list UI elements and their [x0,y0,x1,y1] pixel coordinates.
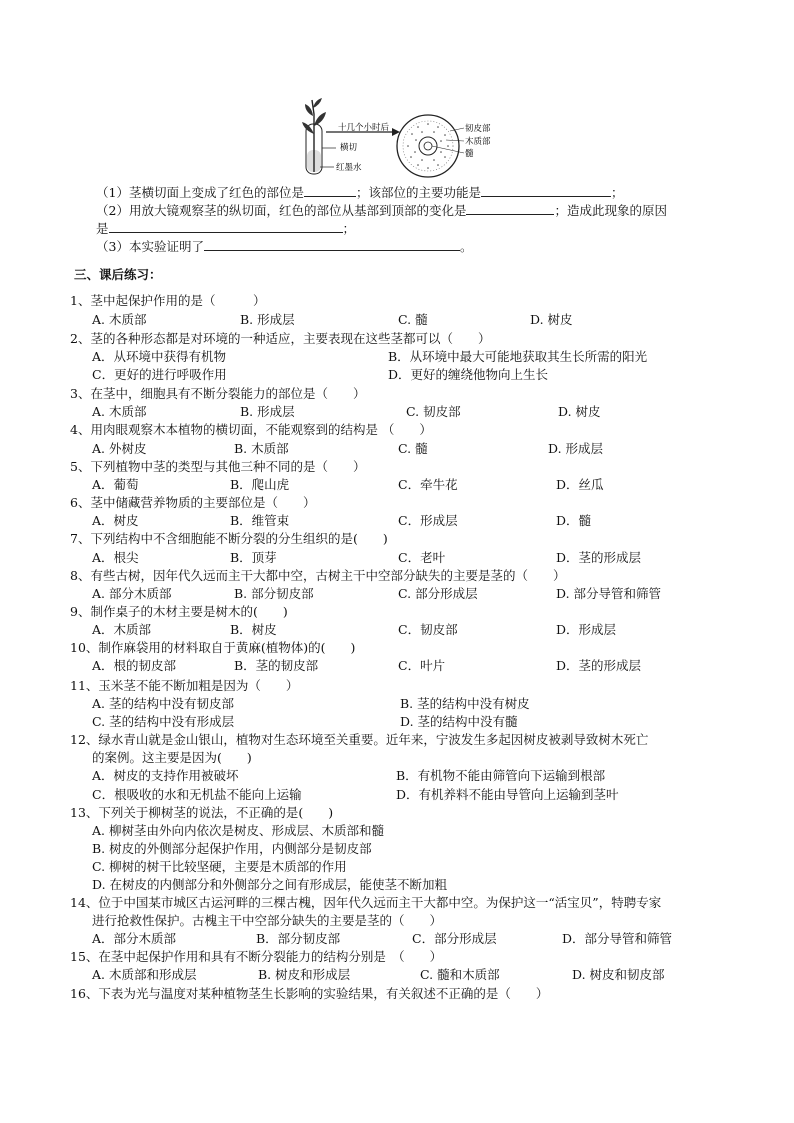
exp-question-3: （3）本实验证明了 。 [96,239,473,254]
question-stem-cont: 进行抢救性保护。古槐主干中空部分缺失的主要是茎的（ ） [92,913,443,928]
option-a[interactable]: A. 茎的结构中没有韧皮部 [92,696,234,711]
exp-question-2-cont: 是 ； [96,221,356,236]
answer-blank[interactable] [204,238,460,251]
option-c[interactable]: C. 茎的结构中没有形成层 [92,714,235,729]
option-c[interactable]: C．部分形成层 [412,931,497,946]
option-d[interactable]: D. 树皮 [530,312,573,327]
plant-leaf [313,98,322,108]
option-c[interactable]: C．老叶 [398,550,446,565]
option-c[interactable]: C．根吸收的水和无机盐不能向上运输 [92,787,302,802]
option-a[interactable]: A．木质部 [92,622,152,637]
option-a[interactable]: A．树皮的支持作用被破坏 [92,768,239,783]
answer-blank[interactable] [304,184,356,197]
option-a[interactable]: A．部分木质部 [92,931,177,946]
option-b[interactable]: B．爬山虎 [230,477,290,492]
option-c[interactable]: C．叶片 [398,658,446,673]
option-b[interactable]: B. 茎的结构中没有树皮 [400,696,530,711]
label-phloem: 韧皮部 [465,124,491,134]
option-b[interactable]: B. 形成层 [240,404,295,419]
option-a[interactable]: A. 木质部和形成层 [92,967,197,982]
cross-section-inner [419,137,437,155]
answer-blank[interactable] [466,202,554,215]
option-d[interactable]: D．形成层 [556,622,617,637]
option-d[interactable]: D．更好的缠绕他物向上生长 [388,367,549,382]
option-b[interactable]: B．树皮 [230,622,277,637]
answer-blank[interactable] [481,184,611,197]
plant-leaf [314,112,326,126]
option-c[interactable]: C. 柳树的树干比较坚硬，主要是木质部的作用 [92,859,347,874]
option-d[interactable]: D. 茎的结构中没有髓 [400,714,518,729]
option-b[interactable]: B. 树皮的外侧部分起保护作用，内侧部分是韧皮部 [92,841,372,856]
option-a[interactable]: A．从环境中获得有机物 [92,349,227,364]
option-c[interactable]: C．韧皮部 [398,622,458,637]
option-a[interactable]: A．葡萄 [92,477,139,492]
option-b[interactable]: B．部分韧皮部 [256,931,341,946]
option-a[interactable]: A．根尖 [92,550,139,565]
option-d[interactable]: D．丝瓜 [556,477,604,492]
option-c[interactable]: C. 髓 [398,312,428,327]
option-c[interactable]: C．形成层 [398,513,458,528]
question-stem: 5、下列植物中茎的类型与其他三种不同的是（ ） [70,459,366,474]
option-c[interactable]: C. 韧皮部 [406,404,461,419]
option-d[interactable]: D. 部分导管和筛管 [556,586,662,601]
plant-leaf [305,104,313,116]
option-a[interactable]: A．树皮 [92,513,139,528]
label-pith: 髓 [465,149,474,159]
question-stem: 1、茎中起保护作用的是（ ） [70,293,266,308]
option-d[interactable]: D. 树皮 [558,404,601,419]
question-stem: 3、在茎中，细胞具有不断分裂能力的部位是（ ） [70,386,366,401]
exp-question-1: （1）茎横切面上变成了红色的部位是 ；该部位的主要功能是 ； [96,185,624,200]
question-stem: 9、制作桌子的木材主要是树木的( ) [70,604,288,619]
option-d[interactable]: D. 树皮和韧皮部 [572,967,665,982]
question-stem-cont: 的案例。这主要是因为( ) [92,750,252,765]
question-stem: 4、用肉眼观察木本植物的横切面，不能观察到的结构是 （ ） [70,422,432,437]
exp-question-2: （2）用放大镜观察茎的纵切面，红色的部位从基部到顶部的变化是 ；造成此现象的原因 [96,203,667,218]
label-xylem: 木质部 [465,137,491,147]
option-b[interactable]: B. 部分韧皮部 [234,586,314,601]
option-b[interactable]: B．维管束 [230,513,290,528]
label-time: 十几个小时后 [338,123,390,133]
question-stem: 11、玉米茎不能不断加粗是因为（ ） [70,678,299,693]
question-stem: 16、下表为光与温度对某种植物茎生长影响的实验结果，有关叙述不正确的是（ ） [70,986,549,1001]
option-b[interactable]: B．茎的韧皮部 [234,658,319,673]
option-d[interactable]: D. 形成层 [548,441,604,456]
option-d[interactable]: D．有机养料不能由导管向上运输到茎叶 [396,787,619,802]
option-b[interactable]: B．有机物不能由筛管向下运输到根部 [396,768,606,783]
label-ink: 红墨水 [336,163,362,173]
option-b[interactable]: B. 形成层 [240,312,295,327]
option-d[interactable]: D．茎的形成层 [556,658,642,673]
label-cut: 横切 [340,143,358,153]
question-stem: 14、位于中国某市城区古运河畔的三棵古槐，因年代久远而主干大都中空。为保护这一“活宝贝”，特聘专家 [70,895,662,910]
question-stem: 2、茎的各种形态都是对环境的一种适应，主要表现在这些茎都可以（ ） [70,331,491,346]
question-stem: 7、下列结构中不含细胞能不断分裂的分生组织的是( ) [70,531,388,546]
option-b[interactable]: B．顶芽 [230,550,277,565]
question-stem: 12、绿水青山就是金山银山，植物对生态环境至关重要。近年来，宁波发生多起因树皮被剥导致树木死亡 [70,732,649,747]
option-a[interactable]: A．根的韧皮部 [92,658,177,673]
option-a[interactable]: A. 外树皮 [92,441,147,456]
option-d[interactable]: D．茎的形成层 [556,550,642,565]
option-c[interactable]: C．更好的进行呼吸作用 [92,367,227,382]
option-d[interactable]: D．部分导管和筛管 [562,931,673,946]
option-c[interactable]: C．牵牛花 [398,477,458,492]
option-b[interactable]: B. 树皮和形成层 [258,967,351,982]
answer-blank[interactable] [109,220,343,233]
option-a[interactable]: A. 木质部 [92,404,147,419]
cross-section-pith [424,142,432,150]
option-a[interactable]: A. 柳树茎由外向内依次是树皮、形成层、木质部和髓 [92,823,384,838]
option-c[interactable]: C. 髓 [398,441,428,456]
cross-section-ring [403,121,453,171]
section-title: 三、课后练习： [74,267,162,282]
option-c[interactable]: C. 髓和木质部 [420,967,500,982]
question-stem: 10、制作麻袋用的材料取自于黄麻(植物体)的( ) [70,640,356,655]
option-b[interactable]: B. 木质部 [234,441,289,456]
question-stem: 13、下列关于柳树茎的说法，不正确的是( ) [70,805,334,820]
question-stem: 6、茎中储藏营养物质的主要部位是（ ） [70,495,316,510]
question-stem: 8、有些古树，因年代久远而主干大都中空，古树主干中空部分缺失的主要是茎的（ ） [70,568,566,583]
option-d[interactable]: D. 在树皮的内侧部分和外侧部分之间有形成层，能使茎不断加粗 [92,877,448,892]
option-a[interactable]: A. 木质部 [92,312,147,327]
option-c[interactable]: C. 部分形成层 [398,586,478,601]
question-stem: 15、在茎中起保护作用和具有不断分裂能力的结构分别是 （ ） [70,949,443,964]
option-d[interactable]: D．髓 [556,513,592,528]
stem-experiment-figure [300,94,500,184]
option-b[interactable]: B．从环境中最大可能地获取其生长所需的阳光 [388,349,648,364]
option-a[interactable]: A. 部分木质部 [92,586,172,601]
